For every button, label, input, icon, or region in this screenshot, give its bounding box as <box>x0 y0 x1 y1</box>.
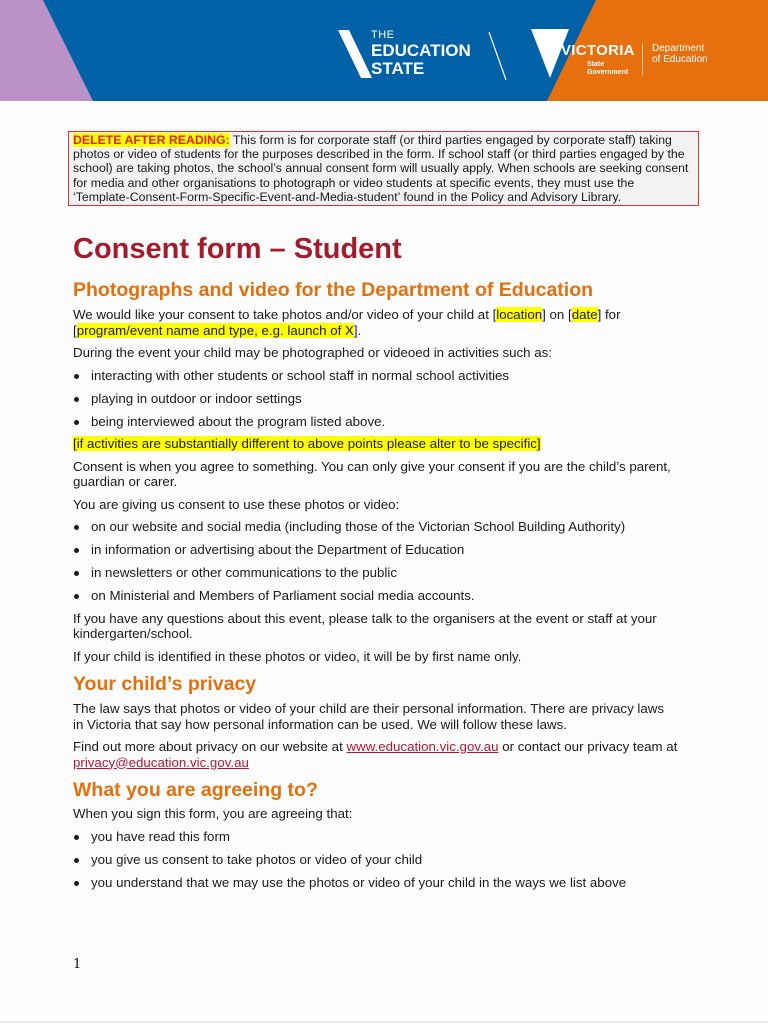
consent-definition: Consent is when you agree to something. You can only give your consent if you are the child’s parent, guardian or carer. <box>73 458 671 489</box>
privacy-contact-paragraph: Find out more about privacy on our website at www.education.vic.gov.au or contact our privacy team at privacy@education.vic.gov.au <box>73 739 678 770</box>
list-item: in information or advertising about the Department of Education <box>73 542 693 558</box>
list-item: you understand that we may use the photos or video of your child in the ways we list above <box>73 875 693 891</box>
education-state-state: STATE <box>371 59 425 78</box>
list-item: in newsletters or other communications to the public <box>73 565 693 581</box>
victoria-subtitle: State Government <box>587 61 629 76</box>
education-state-logo <box>338 28 508 80</box>
uses-intro: You are giving us consent to use these photos or video: <box>73 496 400 512</box>
questions-paragraph: If you have any questions about this event, please talk to the organisers at the event or staff at your kindergarten/school. <box>73 610 657 641</box>
department-of-education-label: Department of Education <box>652 43 708 65</box>
location-placeholder: location <box>496 307 543 322</box>
list-item: you have read this form <box>73 829 693 845</box>
list-item: being interviewed about the program listed above. <box>73 414 693 430</box>
education-state-education: EDUCATION <box>371 41 471 60</box>
list-item: on our website and social media (including those of the Victorian School Building Authority) <box>73 519 693 535</box>
section-heading-photographs: Photographs and video for the Department of Education <box>73 279 594 301</box>
header-banner <box>0 0 768 101</box>
logo-divider <box>642 43 643 75</box>
victoria-wordmark: VICTORIA <box>561 42 635 59</box>
victoria-government-logo <box>531 28 641 78</box>
list-item: you give us consent to take photos or video of your child <box>73 852 693 868</box>
page-title: Consent form – Student <box>73 233 402 265</box>
education-state-the: THE <box>371 29 395 41</box>
activities-intro: During the event your child may be photographed or videoed in activities such as: <box>73 345 552 360</box>
program-placeholder: program/event name and type, e.g. launch of X <box>76 322 354 338</box>
intro-paragraph: We would like your consent to take photos and/or video of your child at [location] on [date] for [program/event name and type, e.g. launch of X]. <box>73 307 621 338</box>
list-item: playing in outdoor or indoor settings <box>73 391 693 407</box>
list-item: on Ministerial and Members of Parliament social media accounts. <box>73 588 693 604</box>
section-heading-agreeing: What you are agreeing to? <box>73 779 318 801</box>
page-bottom-divider <box>0 1021 768 1023</box>
uses-list <box>73 519 693 604</box>
agreeing-list <box>73 829 693 891</box>
page-number: 1 <box>73 957 82 972</box>
activities-list <box>73 368 693 430</box>
website-link[interactable]: www.education.vic.gov.au <box>346 739 499 754</box>
delete-after-reading-notice <box>68 131 699 206</box>
privacy-email-link[interactable]: privacy@education.vic.gov.au <box>73 754 249 770</box>
activities-note: [if activities are substantially different to above points please alter to be specific] <box>73 436 541 451</box>
date-placeholder: date <box>571 307 598 322</box>
section-heading-privacy: Your child’s privacy <box>73 673 257 695</box>
notice-text: This form is for corporate staff (or third parties engaged by corporate staff) taking photos or video of students for the purposes described in the form. If school staff (or third parties engaged by the school) are taking photos, the school’s annual consent form will usually apply. When schools are seeking consent for media and other organisations to photograph or video students at specific events, they must use the ‘Template-Consent-Form-Specific-Event-and-Media-student’ found in the Policy and Advisory Library. <box>73 133 689 204</box>
document-body <box>73 226 693 890</box>
list-item: interacting with other students or school staff in normal school activities <box>73 368 693 384</box>
privacy-law-paragraph: The law says that photos or video of your child are their personal information. There are privacy laws in Victoria that say how personal information can be used. We will follow these laws. <box>73 701 665 732</box>
identified-paragraph: If your child is identified in these photos or video, it will be by first name only. <box>73 648 522 664</box>
notice-lead: DELETE AFTER READING: <box>73 133 230 147</box>
agreeing-intro: When you sign this form, you are agreeing that: <box>73 806 353 821</box>
